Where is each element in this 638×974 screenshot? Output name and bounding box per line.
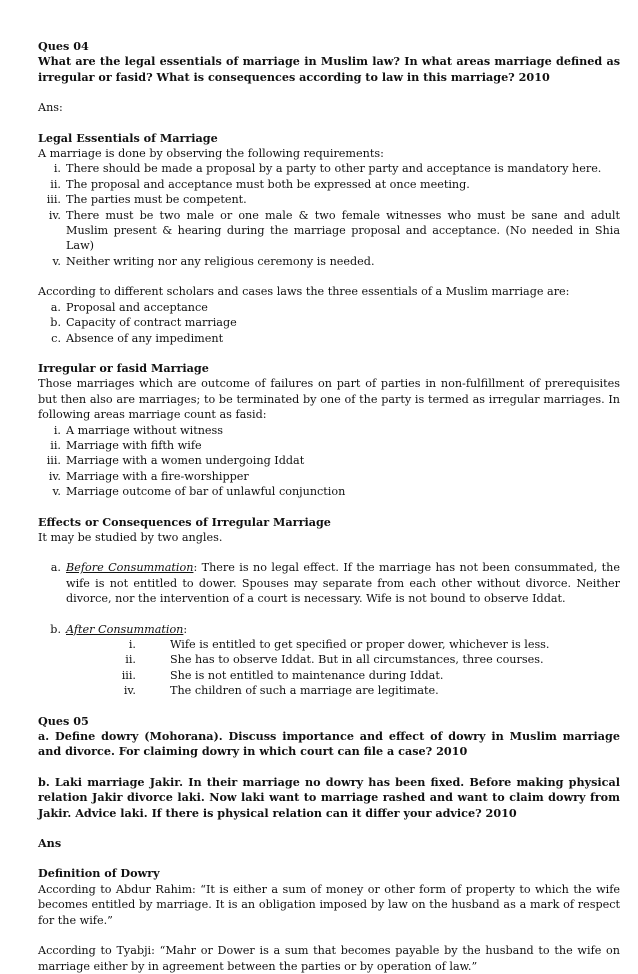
- question-5-heading: Ques 05: [38, 713, 89, 728]
- after-consummation-label: After Consummation: [66, 622, 184, 636]
- list-marker: iv.: [48, 469, 61, 483]
- effects-intro: It may be studied by two angles.: [38, 530, 223, 544]
- list-item: iv. Marriage with a fire-worshipper: [38, 469, 620, 484]
- list-item: iii. She is not entitled to maintenance during Iddat.: [38, 668, 620, 683]
- list-marker: b.: [50, 622, 61, 636]
- before-consummation-label: Before Consummation: [66, 561, 194, 575]
- list-item: i. Wife is entitled to get specified or proper dower, whichever is less.: [38, 637, 620, 652]
- list-marker: iii.: [46, 193, 61, 207]
- list-marker: ii.: [50, 177, 61, 191]
- list-marker: i.: [53, 162, 61, 176]
- list-marker: c.: [51, 331, 61, 345]
- list-item: i. There should be made a proposal by a party to other party and acceptance is mandatory here.: [38, 161, 620, 176]
- list-marker: ii.: [50, 438, 61, 452]
- list-marker: iv.: [48, 208, 61, 222]
- question-4-text: What are the legal essentials of marriage in Muslim law? In what areas marriage defined as irregular or fasid? What is consequences according to law in this marriage? 2010: [38, 54, 620, 84]
- list-marker: v.: [52, 254, 61, 268]
- document-page: [38, 39, 620, 974]
- requirements-list: [38, 161, 620, 269]
- list-item: iii. Marriage with a women undergoing Iddat: [38, 453, 620, 468]
- question-4-heading: Ques 04: [38, 39, 89, 53]
- list-marker: i.: [128, 638, 136, 651]
- legal-essentials-title: Legal Essentials of Marriage: [38, 130, 218, 145]
- before-consummation-item: [38, 560, 620, 606]
- list-marker: i.: [53, 423, 61, 437]
- list-marker: v.: [52, 485, 61, 499]
- definition-title: Definition of Dowry: [38, 866, 160, 881]
- list-item: v. Marriage outcome of bar of unlawful conjunction: [38, 484, 620, 499]
- irregular-cases-list: [38, 423, 620, 500]
- essentials-list: [38, 300, 620, 346]
- list-item: ii. She has to observe Iddat. But in all circumstances, three courses.: [38, 652, 620, 667]
- before-consummation-text: : There is no legal effect. If the marriage has not been consummated, the wife is not entitled to dower. Spouses may separate from each other without divorce. Neither divorce, nor the intervention of a court is necessary. Wife is not bound to observe Iddat.: [66, 561, 620, 606]
- irregular-marriage-title: Irregular or fasid Marriage: [38, 360, 209, 375]
- list-item: a. Proposal and acceptance: [38, 300, 620, 315]
- list-item: b. Capacity of contract marriage: [38, 315, 620, 330]
- list-marker: b.: [50, 316, 61, 330]
- after-consummation-list: [38, 637, 620, 699]
- list-item: v. Neither writing nor any religious ceremony is needed.: [38, 254, 620, 269]
- list-item: iii. The parties must be competent.: [38, 192, 620, 207]
- legal-essentials-intro: A marriage is done by observing the following requirements:: [38, 147, 384, 161]
- list-marker: iv.: [123, 684, 136, 698]
- definition-rahim: According to Abdur Rahim: “It is either a sum of money or other form of property to which the wife becomes entitled by marriage. It is an obligation imposed by law on the husband as a mark of respect for the wife.”: [38, 882, 620, 927]
- question-5-part-a: a. Define dowry (Mohorana). Discuss importance and effect of dowry in Muslim marriage and divorce. For claiming dowry in which court can file a case? 2010: [38, 729, 620, 759]
- irregular-marriage-text: Those marriages which are outcome of failures on part of parties in non-fulfillment of prerequisites but then also are marriages; to be terminated by one of the party is termed as irregular marriages. In following areas marriage count as fasid:: [38, 377, 620, 422]
- list-item: ii. The proposal and acceptance must both be expressed at once meeting.: [38, 177, 620, 192]
- answer-label: Ans: [38, 836, 62, 851]
- list-marker: iii.: [121, 668, 136, 682]
- after-consummation-item: b. After Consummation:: [38, 622, 620, 637]
- list-item: iv. There must be two male or one male & two female witnesses who must be sane and adult Muslim present & hearing during the marriage proposal and acceptance. (No needed in Shia Law): [38, 208, 620, 254]
- list-marker: ii.: [125, 653, 136, 667]
- scholars-intro: According to different scholars and cases laws the three essentials of a Muslim marriage are:: [38, 285, 570, 299]
- effects-title: Effects or Consequences of Irregular Marriage: [38, 514, 331, 529]
- question-5-part-b: b. Laki marriage Jakir. In their marriage no dowry has been fixed. Before making physical relation Jakir divorce laki. Now laki want to marriage rashed and want to claim dowry from Jakir. Advice laki. If there is physical relation can it differ your advice? 2010: [38, 774, 620, 820]
- list-marker: iii.: [46, 454, 61, 468]
- list-item: ii. Marriage with fifth wife: [38, 438, 620, 453]
- definition-tyabji: According to Tyabji: “Mahr or Dower is a sum that becomes payable by the husband to the wife on marriage either by in agreement between the parties or by operation of law.”: [38, 944, 620, 973]
- answer-label: Ans:: [38, 101, 63, 115]
- list-item: c. Absence of any impediment: [38, 331, 620, 346]
- list-item: iv. The children of such a marriage are legitimate.: [38, 683, 620, 698]
- list-item: i. A marriage without witness: [38, 423, 620, 438]
- list-marker: a.: [50, 561, 61, 575]
- list-marker: a.: [50, 300, 61, 314]
